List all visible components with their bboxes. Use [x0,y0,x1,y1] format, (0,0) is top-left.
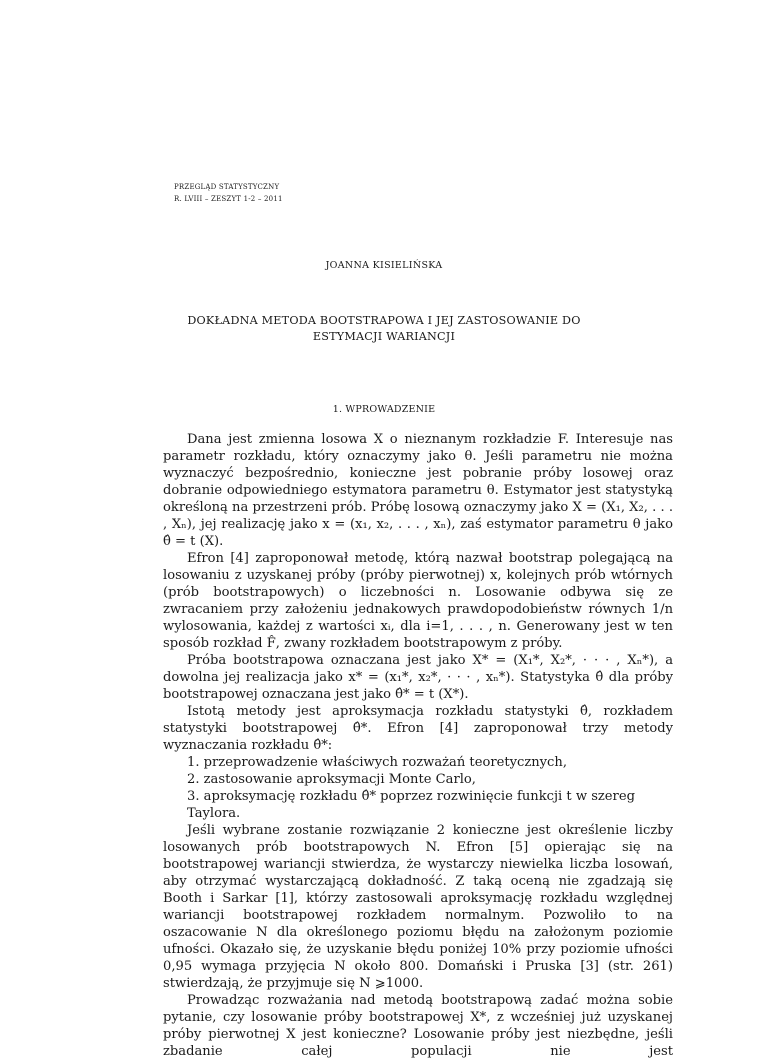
paragraph-solution: Jeśli wybrane zostanie rozwiązanie 2 konieczne jest określenie liczby losowanych prób bootstrapowych N. Efron [5] opierając się na bootstrapowej wariancji stwierdza, że wystarczy niewielka liczba losowań, aby otrzymać wystarczającą dokładność. Z taką oceną nie zgadzają się Booth i Sarkar [1], którzy zastosowali aproksymację rozkładu względnej wariancji bootstrapowej rozkładem normalnym. Pozwoliło to na oszacowanie N dla określonego poziomu błędu na założonym poziomie ufności. Okazało się, że uzyskanie błędu poniżej 10% przy poziomie ufności 0,95 wymaga przyjęcia N około 800. Domański i Pruska [3] (str. 261) stwierdzają, że przyjmuje się N ⩾1000. [163,823,673,991]
journal-header [174,181,283,205]
paragraph-question: Prowadząc rozważania nad metodą bootstrapową zadać można sobie pytanie, czy losowanie próby bootstrapowej X*, z wcześniej już uzyskanej próby pierwotnej X jest konieczne? Losowanie próby jest niezbędne, jeśli zbadanie całej populacji nie jest [163,993,673,1059]
journal-name: PRZEGLĄD STATYSTYCZNY [174,183,280,191]
section-heading: 1. WPROWADZENIE [332,404,436,415]
journal-issue: R. LVIII – ZESZYT 1-2 – 2011 [174,195,283,203]
article-title: DOKŁADNA METODA BOOTSTRAPOWA I JEJ ZASTOSOWANIE DO ESTYMACJI WARIANCJI [187,314,581,343]
list-item: 1. przeprowadzenie właściwych rozważań teoretycznych, [187,755,567,770]
list-item: 2. zastosowanie aproksymacji Monte Carlo, [187,772,476,787]
paragraph-intro: Dana jest zmienna losowa X o nieznanym rozkładzie F. Interesuje nas parametr rozkładu, który oznaczymy jako θ. Jeśli parametru nie można wyznaczyć bezpośrednio, konieczne jest pobranie próby losowej oraz dobranie odpowiedniego estymatora parametru θ. Estymator jest statystyką określoną na przestrzeni prób. Próbę losową oznaczymy jako X = (X₁, X₂, . . . , Xₙ), jej realizację jako x = (x₁, x₂, . . . , xₙ), zaś estymator parametru θ jako θ̂ = t (X). [163,432,673,549]
list-item: 3. aproksymację rozkładu θ̂* poprzez rozwinięcie funkcji t w szereg Taylora. [187,789,635,821]
paragraph-essence: Istotą metody jest aproksymacja rozkładu statystyki θ̂, rozkładem statystyki bootstrapowej θ̂*. Efron [4] zaproponował trzy metody wyznaczania rozkładu θ̂*: [163,704,673,753]
article-body [163,431,673,1060]
author-name: JOANNA KISIELIŃSKA [325,260,443,271]
paragraph-sample: Próba bootstrapowa oznaczana jest jako X* = (X₁*, X₂*, · · · , Xₙ*), a dowolna jej realizacja jako x* = (x₁*, x₂*, · · · , xₙ*). Statystyka θ̂ dla próby bootstrapowej oznaczana jest jako θ̂* = t (X*). [163,653,673,702]
paragraph-efron: Efron [4] zaproponował metodę, którą nazwał bootstrap polegającą na losowaniu z uzyskanej próby (próby pierwotnej) x, kolejnych prób wtórnych (prób bootstrapowych) o liczebności n. Losowanie odbywa się ze zwracaniem przy założeniu jednakowych prawdopodobieństw równych 1/n wylosowania, każdej z wartości xᵢ, dla i=1, . . . , n. Generowany jest w ten sposób rozkład F̂, zwany rozkładem bootstrapowym z próby. [163,551,673,651]
